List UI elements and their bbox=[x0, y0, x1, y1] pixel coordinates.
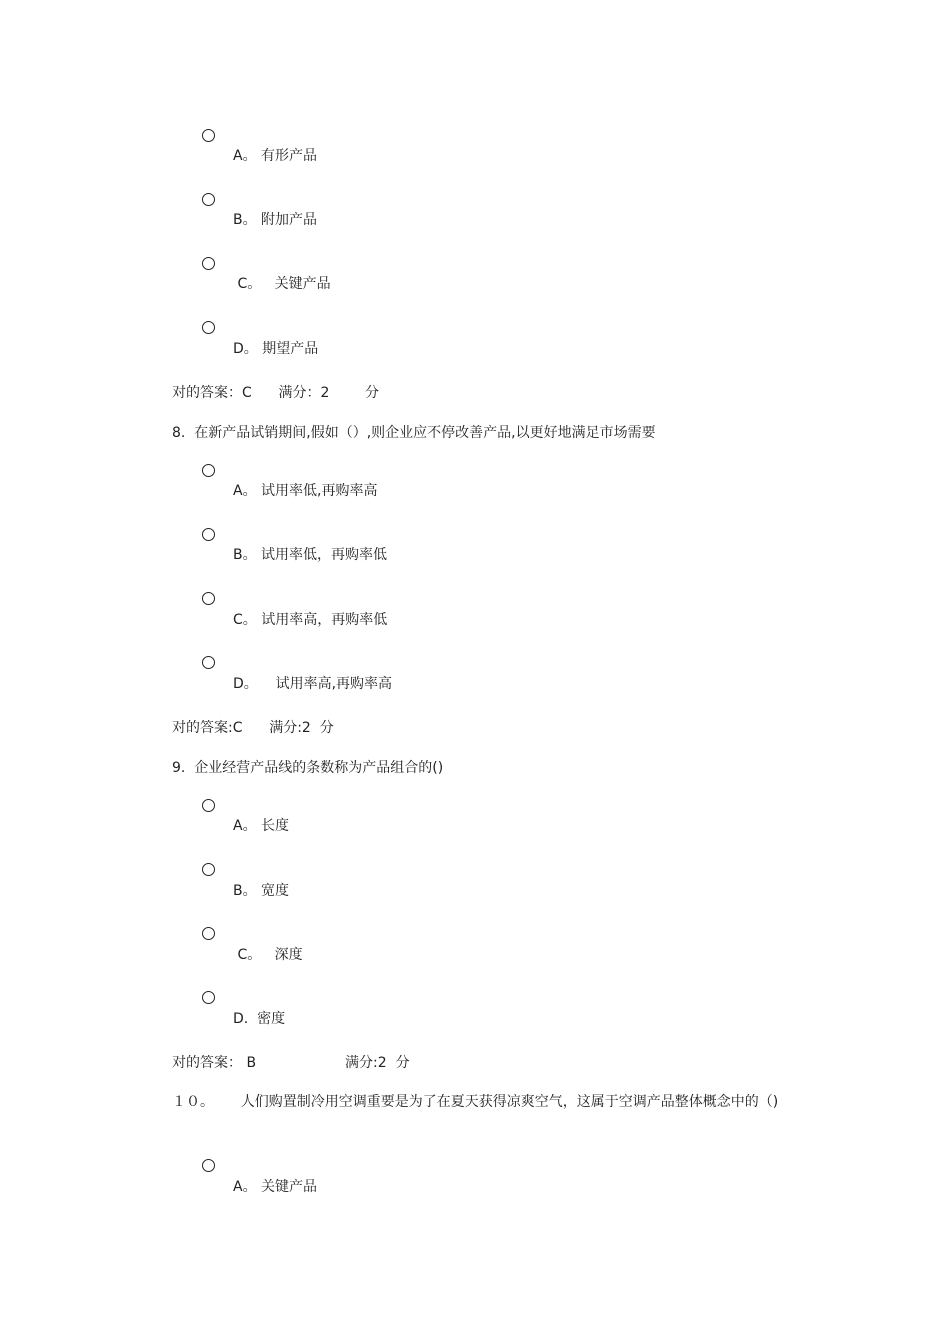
q7-option-d-label[interactable]: D。 期望产品 bbox=[233, 341, 319, 357]
q8-answer-line: 对的答案:C 满分:2 分 bbox=[172, 720, 334, 736]
q8-option-d-radio[interactable] bbox=[202, 656, 215, 669]
q7-option-a-radio[interactable] bbox=[202, 129, 215, 142]
q7-option-c-label[interactable]: C。 关键产品 bbox=[233, 276, 331, 292]
q8-option-d-label[interactable]: D。 试用率高,再购率高 bbox=[233, 676, 393, 692]
q9-answer-line: 对的答案： B 满分:2 分 bbox=[172, 1055, 410, 1071]
q7-option-c-radio[interactable] bbox=[202, 257, 215, 270]
q8-option-a-radio[interactable] bbox=[202, 464, 215, 477]
q8-option-c-radio[interactable] bbox=[202, 592, 215, 605]
q9-option-a-label[interactable]: A。 长度 bbox=[233, 818, 290, 834]
q8-option-c-label[interactable]: C。 试用率高，再购率低 bbox=[233, 612, 388, 628]
q9-option-d-label[interactable]: D. 密度 bbox=[233, 1011, 286, 1027]
q9-option-c-radio[interactable] bbox=[202, 927, 215, 940]
q9-option-c-label[interactable]: C。 深度 bbox=[233, 947, 303, 963]
q8-question-text: 8. 在新产品试销期间,假如（）,则企业应不停改善产品,以更好地满足市场需要 bbox=[172, 425, 656, 441]
q9-option-d-radio[interactable] bbox=[202, 991, 215, 1004]
q8-option-a-label[interactable]: A。 试用率低,再购率高 bbox=[233, 483, 378, 499]
q9-question-text: 9. 企业经营产品线的条数称为产品组合的() bbox=[172, 760, 444, 776]
q10-option-a-radio[interactable] bbox=[202, 1159, 215, 1172]
q7-answer-line: 对的答案：C 满分：2 分 bbox=[172, 385, 379, 401]
q7-option-b-radio[interactable] bbox=[202, 193, 215, 206]
q8-option-b-label[interactable]: B。 试用率低，再购率低 bbox=[233, 547, 388, 563]
q10-option-a-label[interactable]: A。 关键产品 bbox=[233, 1179, 318, 1195]
q7-option-a-label[interactable]: A。 有形产品 bbox=[233, 148, 318, 164]
q9-option-b-radio[interactable] bbox=[202, 863, 215, 876]
q9-option-a-radio[interactable] bbox=[202, 799, 215, 812]
q10-question-text: １０。 人们购置制冷用空调重要是为了在夏天获得凉爽空气，这属于空调产品整体概念中的（) bbox=[172, 1094, 779, 1110]
q9-option-b-label[interactable]: B。 宽度 bbox=[233, 883, 290, 899]
q7-option-b-label[interactable]: B。 附加产品 bbox=[233, 212, 318, 228]
q8-option-b-radio[interactable] bbox=[202, 528, 215, 541]
q7-option-d-radio[interactable] bbox=[202, 321, 215, 334]
